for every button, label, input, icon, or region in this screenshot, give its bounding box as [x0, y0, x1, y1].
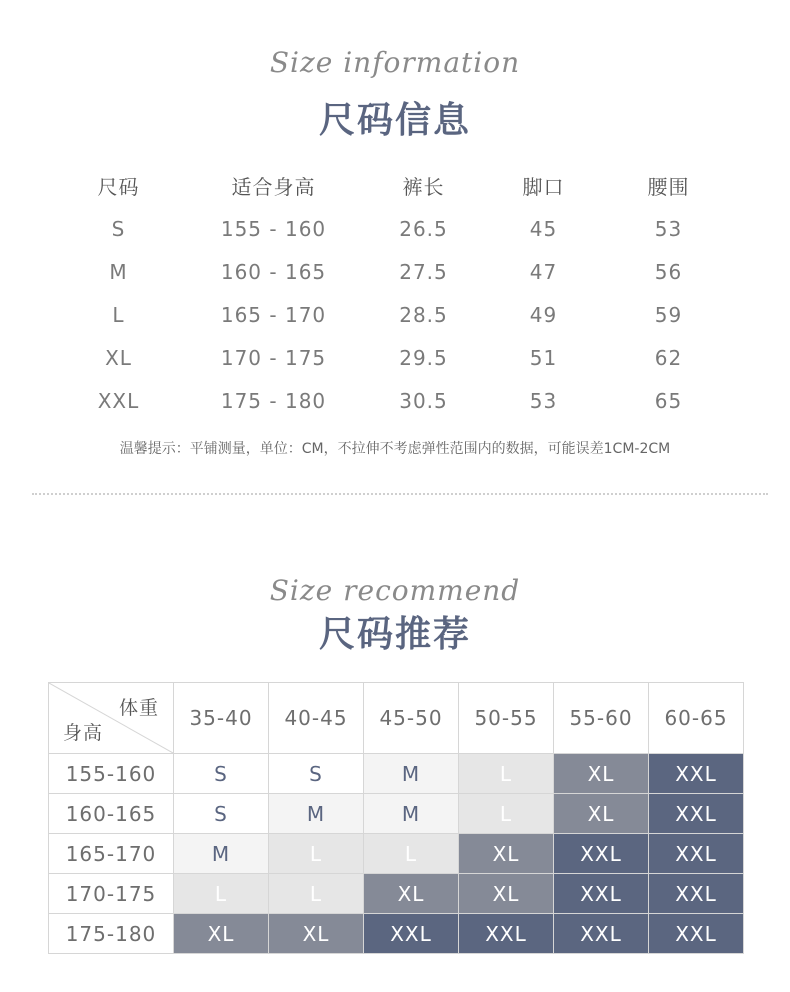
measurement-tip: 温馨提示：平铺测量，单位：CM，不拉伸不考虑弹性范围内的数据，可能误差1CM-2CM	[119, 441, 671, 457]
size-cell: XXL	[649, 834, 744, 874]
size-information-cell: 29.5	[399, 345, 448, 370]
weight-header: 55-60	[554, 683, 649, 754]
size-recommend-title: 尺码推荐	[318, 614, 471, 655]
weight-header: 60-65	[649, 683, 744, 754]
size-information-header-row	[56, 164, 736, 207]
size-information-row	[56, 293, 736, 336]
size-information-row	[56, 250, 736, 293]
size-cell: S	[269, 754, 364, 794]
size-recommend-row	[49, 754, 744, 794]
size-information-cell: XL	[105, 345, 132, 370]
dotted-divider	[32, 493, 768, 495]
size-information-title: 尺码信息	[318, 100, 471, 141]
size-cell: XXL	[554, 914, 649, 954]
size-recommend-header-row	[49, 683, 744, 754]
size-information-cell: 53	[529, 388, 558, 413]
height-label: 175-180	[49, 914, 174, 954]
size-information-cell: 28.5	[399, 302, 448, 327]
size-information-script-title: Size information	[269, 46, 521, 79]
size-cell: S	[174, 754, 269, 794]
header-size: 尺码	[97, 175, 140, 199]
size-cell: XL	[554, 754, 649, 794]
size-cell: M	[269, 794, 364, 834]
size-cell: XL	[269, 914, 364, 954]
size-information-cell: L	[112, 302, 125, 327]
size-information-cell: 51	[529, 345, 558, 370]
corner-weight-label: 体重	[118, 697, 159, 719]
size-cell: XXL	[649, 914, 744, 954]
size-cell: M	[364, 794, 459, 834]
size-information-cell: 59	[654, 302, 683, 327]
size-cell: L	[459, 754, 554, 794]
height-label: 155-160	[49, 754, 174, 794]
size-cell: XXL	[649, 794, 744, 834]
size-information-cell: 30.5	[399, 388, 448, 413]
size-information-cell: 170 - 175	[220, 345, 327, 370]
size-recommend-row	[49, 914, 744, 954]
size-information-cell: 45	[529, 216, 558, 241]
size-cell: XL	[459, 874, 554, 914]
size-information-cell: 160 - 165	[220, 259, 327, 284]
size-information-row	[56, 336, 736, 379]
size-cell: L	[459, 794, 554, 834]
size-cell: XL	[554, 794, 649, 834]
size-cell: XL	[364, 874, 459, 914]
size-information-row	[56, 207, 736, 250]
header-pants-length: 裤长	[402, 175, 445, 199]
size-recommend-row	[49, 834, 744, 874]
size-cell: XXL	[554, 834, 649, 874]
size-recommend-table	[48, 682, 744, 954]
corner-height-label: 身高	[63, 722, 104, 744]
size-information-cell: 27.5	[399, 259, 448, 284]
size-information-row	[56, 379, 736, 422]
height-label: 160-165	[49, 794, 174, 834]
size-cell: XXL	[459, 914, 554, 954]
size-information-cell: M	[109, 259, 128, 284]
size-recommend-row	[49, 794, 744, 834]
weight-header: 40-45	[269, 683, 364, 754]
size-cell: L	[364, 834, 459, 874]
size-information-table	[56, 164, 736, 422]
size-information-cell: 155 - 160	[220, 216, 327, 241]
size-information-cell: 26.5	[399, 216, 448, 241]
size-cell: M	[174, 834, 269, 874]
size-information-cell: 62	[654, 345, 683, 370]
size-recommend-script-title: Size recommend	[269, 574, 521, 607]
weight-header: 35-40	[174, 683, 269, 754]
size-cell: M	[364, 754, 459, 794]
header-height: 适合身高	[231, 175, 316, 199]
size-cell: XXL	[649, 754, 744, 794]
size-information-cell: 65	[654, 388, 683, 413]
size-cell: L	[269, 874, 364, 914]
size-cell: XXL	[649, 874, 744, 914]
size-information-cell: 49	[529, 302, 558, 327]
weight-header: 50-55	[459, 683, 554, 754]
size-cell: L	[269, 834, 364, 874]
size-cell: XXL	[364, 914, 459, 954]
size-cell: XL	[459, 834, 554, 874]
size-information-cell: 53	[654, 216, 683, 241]
size-information-cell: 165 - 170	[220, 302, 327, 327]
header-hem: 脚口	[522, 175, 565, 199]
corner-cell	[49, 683, 174, 754]
size-cell: XXL	[554, 874, 649, 914]
size-information-cell: XXL	[97, 388, 140, 413]
weight-header: 45-50	[364, 683, 459, 754]
size-information-cell: 175 - 180	[220, 388, 327, 413]
height-label: 170-175	[49, 874, 174, 914]
size-information-cell: 56	[654, 259, 683, 284]
header-waist: 腰围	[647, 175, 690, 199]
size-cell: L	[174, 874, 269, 914]
size-information-cell: S	[111, 216, 126, 241]
size-information-cell: 47	[529, 259, 558, 284]
size-cell: S	[174, 794, 269, 834]
size-recommend-row	[49, 874, 744, 914]
height-label: 165-170	[49, 834, 174, 874]
size-cell: XL	[174, 914, 269, 954]
